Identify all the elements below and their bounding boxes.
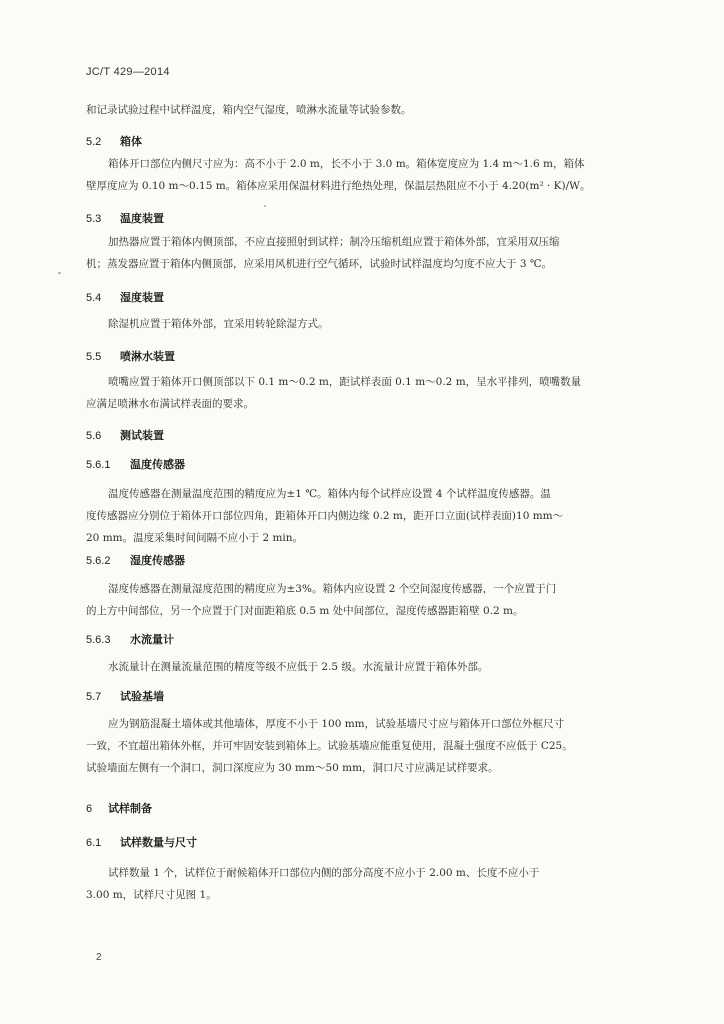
paragraph-5-7 [86,713,664,779]
paragraph-line: 20 mm。温度采集时间间隔不应小于 2 min。 [86,532,304,544]
paragraph-5-2 [86,153,664,197]
paragraph-line: 除湿机应置于箱体外部，宜采用转轮除湿方式。 [108,318,329,330]
paragraph-line: 湿度传感器在测量湿度范围的精度应为±3%。箱体内应设置 2 个空间湿度传感器，一个应置于门 [108,583,557,595]
paragraph-5-4 [86,313,664,335]
section-title: 水流量计 [130,633,174,646]
section-heading-5-6 [86,427,164,443]
section-heading-5-3 [86,210,164,226]
paragraph-line: 试样数量 1 个，试样位于耐候箱体开口部位内侧的部分高度不应小于 2.00 m、长度不应小于 [108,867,540,879]
paragraph-5-6-2 [86,578,664,622]
paragraph-line: 度传感器应分别位于箱体开口部位四角，距箱体开口内侧边缘 0.2 m，距开口立面(试样表面)10 mm～ [86,510,564,522]
section-number: 5.3 [86,213,102,225]
section-heading-5-4 [86,289,164,305]
paragraph-line: 和记录试验过程中试样温度，箱内空气湿度，喷淋水流量等试验参数。 [86,104,412,116]
section-title: 温度装置 [120,212,164,225]
section-title: 测试装置 [120,429,164,442]
paragraph-line: 应满足喷淋水布满试样表面的要求。 [86,398,254,410]
section-title: 湿度传感器 [130,554,185,567]
paragraph-5-3 [86,231,664,275]
section-heading-5-7 [86,688,164,704]
section-number: 5.6.1 [86,459,111,471]
section-number: 6.1 [86,837,102,849]
section-title: 湿度装置 [120,291,164,304]
section-title: 试验基墙 [120,690,164,703]
document-code: JC/T 429—2014 [86,66,170,78]
section-number: 5.7 [86,691,102,703]
section-number: 5.6.2 [86,555,111,567]
section-number: 5.2 [86,136,102,148]
section-title: 箱体 [120,135,142,148]
paragraph-5-6-3 [86,656,664,678]
section-heading-5-5 [86,348,175,364]
section-heading-6 [86,800,152,816]
paragraph-line: 加热器应置于箱体内侧顶部，不应直接照射到试样；制冷压缩机组应置于箱体外部，宜采用双压缩 [108,236,560,248]
paragraph-6-1 [86,862,664,906]
section-number: 5.6 [86,430,102,442]
paragraph-continued [86,99,664,121]
section-title: 喷淋水装置 [120,350,175,363]
paragraph-line: 壁厚度应为 0.10 m～0.15 m。箱体应采用保温材料进行绝热处理，保温层热阻应不小于 4.20(m² · K)/W。 [86,180,591,192]
paragraph-line: 试验墙面左侧有一个洞口，洞口深度应为 30 mm～50 mm，洞口尺寸应满足试样要求。 [86,762,499,774]
section-heading-5-6-1 [86,456,185,472]
section-heading-5-2 [86,133,142,149]
paragraph-line: 温度传感器在测量温度范围的精度应为±1 ℃。箱体内每个试样应设置 4 个试样温度传感器。温 [108,488,551,500]
paragraph-line: 一致，不宜超出箱体外框，并可牢固安装到箱体上。试验基墙应能重复使用，混凝土强度不应低于 C25。 [86,740,573,752]
section-number: 5.5 [86,351,102,363]
section-heading-6-1 [86,834,197,850]
section-number: 6 [86,803,93,815]
paragraph-5-6-1 [86,483,664,549]
scan-speck [58,272,61,274]
section-heading-5-6-2 [86,552,185,568]
paragraph-line: 水流量计在测量流量范围的精度等级不应低于 2.5 级。水流量计应置于箱体外部。 [108,661,489,673]
paragraph-line: 喷嘴应置于箱体开口侧顶部以下 0.1 m～0.2 m，距试样表面 0.1 m～0.2 m，呈水平排列，喷嘴数量 [108,376,582,388]
section-title: 试样制备 [108,802,152,815]
paragraph-line: 箱体开口部位内侧尺寸应为：高不小于 2.0 m，长不小于 3.0 m。箱体宽度应为 1.4 m～1.6 m，箱体 [108,158,585,170]
paragraph-5-5 [86,371,664,415]
paragraph-line: 机；蒸发器应置于箱体内侧顶部，应采用风机进行空气循环，试验时试样温度均匀度不应大于 3 ℃。 [86,258,553,270]
section-heading-5-6-3 [86,631,174,647]
paragraph-line: 3.00 m，试样尺寸见图 1。 [86,889,217,901]
paragraph-line: 的上方中间部位，另一个应置于门对面距箱底 0.5 m 处中间部位，湿度传感器距箱壁 0.2 m。 [86,605,524,617]
section-title: 试样数量与尺寸 [120,836,197,849]
section-number: 5.4 [86,292,102,304]
section-title: 温度传感器 [130,458,185,471]
scan-speck [264,205,266,207]
paragraph-line: 应为钢筋混凝土墙体或其他墙体，厚度不小于 100 mm，试验基墙尺寸应与箱体开口部位外框尺寸 [108,718,565,730]
page-number: 2 [96,952,102,963]
section-number: 5.6.3 [86,634,111,646]
